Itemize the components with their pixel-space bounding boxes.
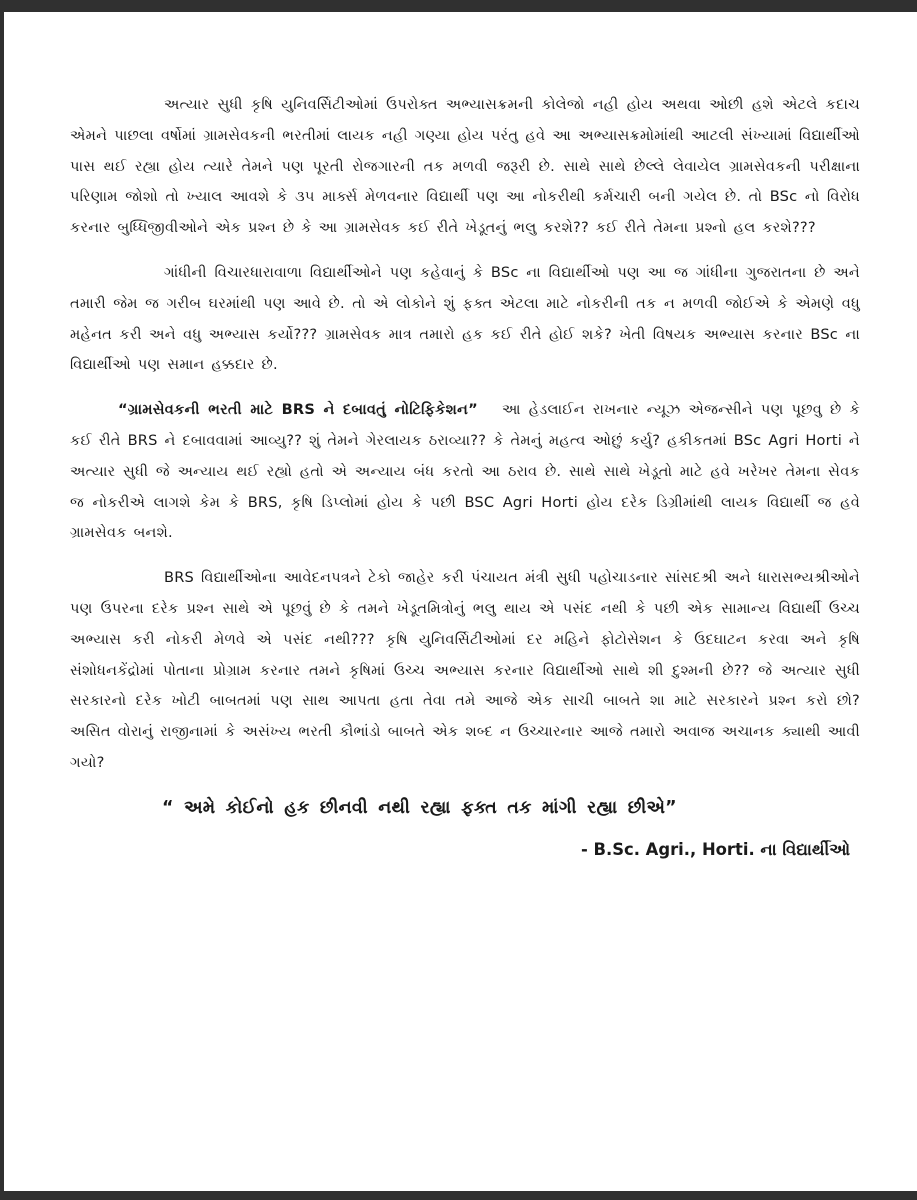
signature: - B.Sc. Agri., Horti. ના વિદ્યાર્થીઓ: [580, 839, 850, 859]
paragraph-2: [70, 258, 860, 381]
document-page: [70, 90, 860, 865]
paragraph-3: [70, 395, 860, 549]
paragraph-1-text: અત્યાર સુધી કૃષિ યુનિવર્સિટીઓમાં ઉપરોક્ત અભ્યાસક્રમની કોલેજો નહી હોય અથવા ઓછી હશે એટલે કદાચ એમને પાછલા વર્ષોમાં ગ્રામસેવકની ભરતીમાં લાયક નહી ગણ્યા હોય પરંતુ હવે આ અભ્યાસક્રમોમાંથી આટલી સંખ્યામાં વિદ્યાર્થીઓ પાસ થઈ રહ્યા હોય ત્યારે તેમને પણ પૂરતી રોજગારની તક મળવી જરૂરી છે. સાથે સાથે છેલ્લે લેવાયેલ ગ્રામસેવકની પરીક્ષાના પરિણામ જોશો તો ખ્યાલ આવશે કે ૩૫ માર્ક્સ મેળવનાર વિદ્યાર્થી પણ આ નોકરીથી કર્મચારી બની ગયેલ છે. તો BSc નો વિરોધ કરનાર બુધ્ધિજીવીઓને એક પ્રશ્ન છે કે આ ગ્રામસેવક કઈ રીતે ખેડૂતનું ભલુ કરશે?? કઈ રીતે તેમના પ્રશ્નો હલ કરશે???: [70, 96, 860, 237]
paragraph-3-text: આ હેડલાઈન રાખનાર ન્યૂઝ એજન્સીને પણ પૂછવુ છે કે કઈ રીતે BRS ને દબાવવામાં આવ્યુ?? શું તેમને ગેરલાયક ઠરાવ્યા?? કે તેમનું મહત્વ ઓછું કર્યુ? હકીકતમાં BSc Agri Horti ને અત્યાર સુધી જે અન્યાય થઈ રહ્યો હતો એ અન્યાય બંધ કરતો આ ઠરાવ છે. સાથે સાથે ખેડૂતો માટે હવે ખરેખર તેમના સેવક જ નોકરીએ લાગશે કેમ કે BRS, કૃષિ ડિપ્લોમાં હોય કે પછી BSC Agri Horti હોય દરેક ડિગ્રીમાંથી લાયક વિદ્યાર્થી જ હવે ગ્રામસેવક બનશે.: [70, 401, 860, 542]
paragraph-2-text: ગાંધીની વિચારધારાવાળા વિદ્યાર્થીઓને પણ કહેવાનું કે BSc ના વિદ્યાર્થીઓ પણ આ જ ગાંધીના ગુજરાતના છે અને તમારી જેમ જ ગરીબ ઘરમાંથી પણ આવે છે. તો એ લોકોને શું ફક્ત એટલા માટે નોકરીની તક ન મળવી જોઈએ કે એમણે વધુ મહેનત કરી અને વધુ અભ્યાસ કર્યો??? ગ્રામસેવક માત્ર તમારો હક કઈ રીતે હોઈ શકે? ખેતી વિષયક અભ્યાસ કરનાર BSc ના વિદ્યાર્થીઓ પણ સમાન હક્કદાર છે.: [70, 263, 860, 374]
headline-quote: “ગ્રામસેવકની ભરતી માટે BRS ને દબાવતું નોટિફિકેશન”: [118, 401, 478, 419]
paragraph-4: [70, 563, 860, 779]
page-border-bottom: [0, 1191, 917, 1200]
page-border-top: [0, 0, 917, 12]
page-border-left: [0, 0, 4, 1200]
paragraph-1: [70, 90, 860, 244]
paragraph-4-text: BRS વિદ્યાર્થીઓના આવેદનપત્રને ટેકો જાહેર કરી પંચાયત મંત્રી સુધી પહોચાડનાર સાંસદશ્રી અને ધારાસભ્યશ્રીઓને પણ ઉપરના દરેક પ્રશ્ન સાથે એ પૂછવું છે કે તમને ખેડૂતમિત્રોનું ભલુ થાય એ પસંદ નથી કે પછી એક સામાન્ય વિદ્યાર્થી ઉચ્ચ અભ્યાસ કરી નોકરી મેળવે એ પસંદ નથી??? કૃષિ યુનિવર્સિટીઓમાં દર મહિને ફોટોસેશન કે ઉદઘાટન કરવા અને કૃષિ સંશોધનકેંદ્રોમાં પોતાના પ્રોગ્રામ કરનાર તમને કૃષિમાં ઉચ્ચ અભ્યાસ કરનાર વિદ્યાર્થીઓ સાથે શી દુશ્મની છે?? જે અત્યાર સુધી સરકારનો દરેક ખોટી બાબતમાં પણ સાથ આપતા હતા તેવા તમે આજે એક સાચી બાબતે શા માટે સરકારને પ્રશ્ન કરો છો? અસિત વોરાનું રાજીનામાં કે અસંખ્ય ભરતી કૌભાંડો બાબતે એક શબ્દ ન ઉચ્ચારનાર આજે તમારો અવાજ અચાનક ક્યાથી આવી ગયો?: [70, 569, 860, 771]
closing-quote: “ અમે કોઈનો હક છીનવી નથી રહ્યા ફક્ત તક માંગી રહ્યા છીએ”: [162, 797, 677, 818]
